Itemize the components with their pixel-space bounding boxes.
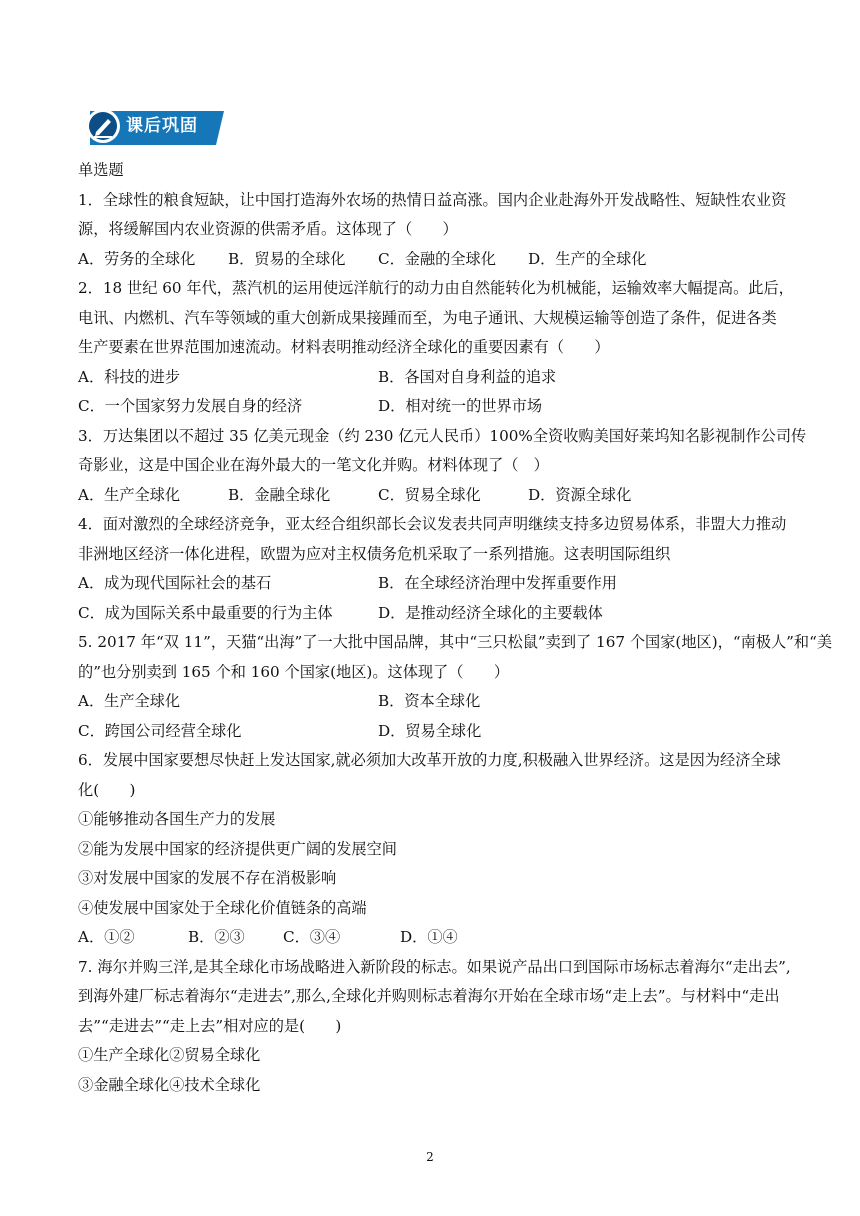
statement-3-4: ③金融全球化④技术全球化 <box>78 1075 261 1094</box>
question-text: 源，将缓解国内农业资源的供需矛盾。这体现了（ ） <box>78 220 458 238</box>
section-type-label: 单选题 <box>78 161 124 179</box>
option-row <box>78 717 788 747</box>
option-b[interactable]: B．②③ <box>188 928 245 946</box>
option-row <box>78 923 788 953</box>
question-text: 电讯、内燃机、汽车等领域的重大创新成果接踵而至，为电子通讯、大规模运输等创造了条件，促进各类 <box>78 308 777 327</box>
option-c[interactable]: C．贸易全球化 <box>378 485 481 504</box>
option-c[interactable]: C．一个国家努力发展自身的经济 <box>78 397 303 415</box>
option-row <box>78 569 788 599</box>
question-text: 7. 海尔并购三洋,是其全球化市场战略进入新阶段的标志。如果说产品出口到国际市场标志着海尔“走出去”, <box>78 957 791 976</box>
question-text: 5. 2017 年“双 11”，天猫“出海”了一大批中国品牌，其中“三只松鼠”卖到了 167 个国家(地区)，“南极人”和“美 <box>78 633 833 651</box>
option-c[interactable]: C．跨国公司经营全球化 <box>78 721 242 740</box>
option-a[interactable]: A．成为现代国际社会的基石 <box>78 574 272 592</box>
question-7 <box>78 953 791 1101</box>
option-a[interactable]: A．生产全球化 <box>78 485 181 504</box>
option-b[interactable]: B．资本全球化 <box>378 692 481 710</box>
section-badge <box>84 107 224 145</box>
question-3 <box>78 422 807 511</box>
option-c[interactable]: C．金融的全球化 <box>378 249 496 268</box>
question-text: 非洲地区经济一体化进程，欧盟为应对主权债务危机采取了一系列措施。这表明国际组织 <box>78 544 671 563</box>
question-4 <box>78 510 788 628</box>
question-text: 化( ) <box>78 780 136 799</box>
question-6 <box>78 746 788 953</box>
option-d[interactable]: D．①④ <box>400 928 458 946</box>
option-row <box>78 392 788 422</box>
statement-4: ④使发展中国家处于全球化价值链条的高端 <box>78 898 367 917</box>
question-5 <box>78 628 833 746</box>
option-d[interactable]: D．资源全球化 <box>528 485 632 504</box>
question-text: 去”“走进去”“走上去”相对应的是( ) <box>78 1016 342 1035</box>
option-row <box>78 363 788 393</box>
option-b[interactable]: B．贸易的全球化 <box>228 249 346 268</box>
option-d[interactable]: D．生产的全球化 <box>528 249 647 268</box>
question-text: 奇影业，这是中国企业在海外最大的一笔文化并购。材料体现了（ ） <box>78 456 549 474</box>
option-c[interactable]: C．成为国际关系中最重要的行为主体 <box>78 603 333 622</box>
statement-2: ②能为发展中国家的经济提供更广阔的发展空间 <box>78 839 397 858</box>
section-title: 课后巩固 <box>126 116 198 136</box>
page-number: 2 <box>426 1150 434 1164</box>
option-a[interactable]: A．劳务的全球化 <box>78 249 196 268</box>
question-text: 生产要素在世界范围加速流动。材料表明推动经济全球化的重要因素有（ ） <box>78 338 610 356</box>
option-row <box>78 481 788 511</box>
option-b[interactable]: B．金融全球化 <box>228 485 331 504</box>
statement-3: ③对发展中国家的发展不存在消极影响 <box>78 869 337 887</box>
option-d[interactable]: D．相对统一的世界市场 <box>378 397 543 415</box>
option-d[interactable]: D．是推动经济全球化的主要载体 <box>378 603 603 622</box>
option-c[interactable]: C．③④ <box>283 928 341 946</box>
option-d[interactable]: D．贸易全球化 <box>378 721 482 740</box>
option-a[interactable]: A．①② <box>78 928 135 946</box>
question-text: 4．面对激烈的全球经济竞争，亚太经合组织部长会议发表共同声明继续支持多边贸易体系，非盟大力推动 <box>78 515 787 533</box>
question-2 <box>78 274 794 422</box>
option-b[interactable]: B．各国对自身利益的追求 <box>378 367 557 386</box>
question-text: 3．万达集团以不超过 35 亿美元现金（约 230 亿元人民币）100%全资收购美国好莱坞知名影视制作公司传 <box>78 426 807 445</box>
option-row <box>78 245 788 275</box>
option-row <box>78 599 788 629</box>
option-b[interactable]: B．在全球经济治理中发挥重要作用 <box>378 574 617 592</box>
option-a[interactable]: A．生产全球化 <box>78 692 181 710</box>
question-text: 的”也分别卖到 165 个和 160 个国家(地区)。这体现了（ ） <box>78 662 510 681</box>
statement-1: ①能够推动各国生产力的发展 <box>78 810 276 828</box>
question-text: 6．发展中国家要想尽快赶上发达国家,就必须加大改革开放的力度,积极融入世界经济。这是因为经济全球 <box>78 751 781 769</box>
question-1 <box>78 186 788 275</box>
question-text: 1．全球性的粮食短缺，让中国打造海外农场的热情日益高涨。国内企业赴海外开发战略性、短缺性农业资 <box>78 190 787 209</box>
option-row <box>78 687 788 717</box>
statement-1-2: ①生产全球化②贸易全球化 <box>78 1046 261 1064</box>
question-sheet <box>78 156 833 1100</box>
option-a[interactable]: A．科技的进步 <box>78 367 181 386</box>
question-text: 2．18 世纪 60 年代，蒸汽机的运用使远洋航行的动力由自然能转化为机械能，运输效率大幅提高。此后， <box>78 279 794 297</box>
question-text: 到海外建厂标志着海尔“走进去”,那么,全球化并购则标志着海尔开始在全球市场“走上去”。与材料中“走出 <box>78 987 780 1005</box>
